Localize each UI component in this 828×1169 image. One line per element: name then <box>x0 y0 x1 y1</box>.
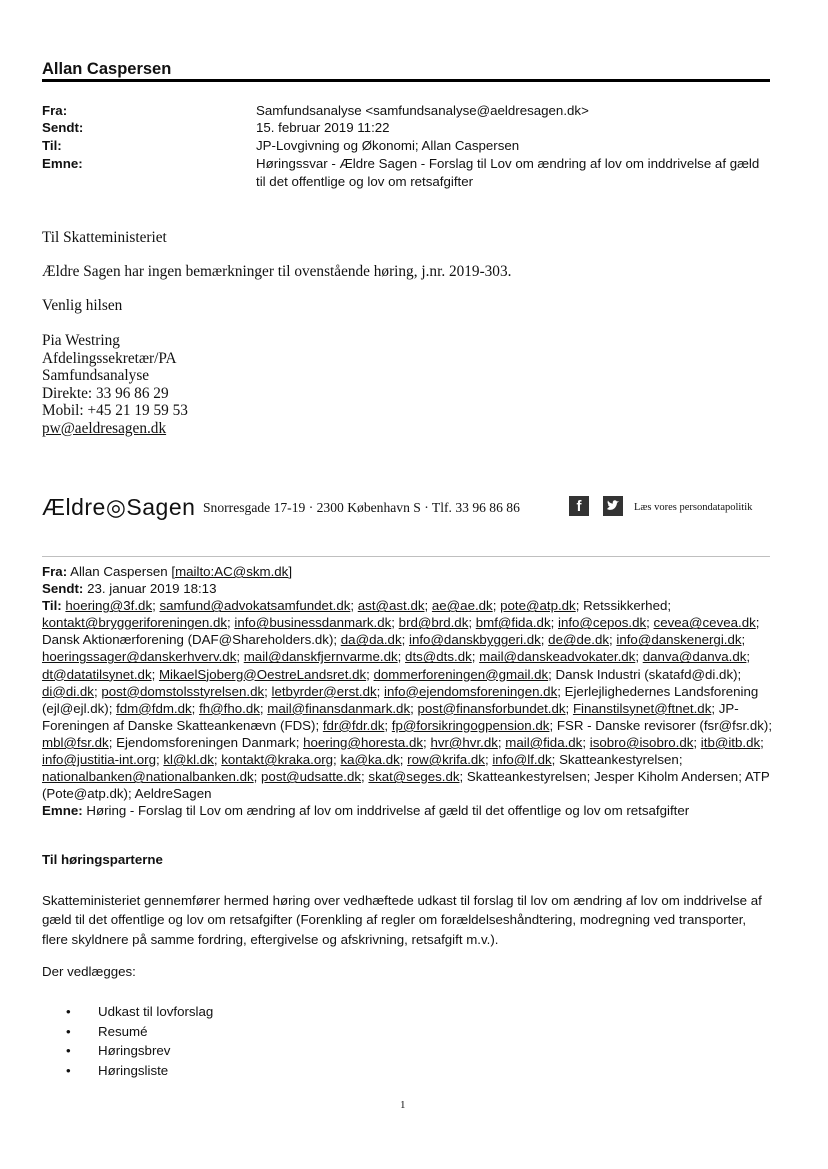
signature-department: Samfundsanalyse <box>42 367 150 384</box>
recipient-email-link[interactable]: fdm@fdm.dk <box>116 700 192 716</box>
reply-closing: Venlig hilsen <box>42 297 123 314</box>
recipient-email-link[interactable]: hvr@hvr.dk <box>430 734 498 750</box>
forwarded-paragraph: Skatteministeriet gennemfører hermed høring over vedhæftede udkast til forslag til lov om ændring af lov om inddrivelse af gæld til det offentlige og lov om retsafgifter (Forenkling af regler om forældelseshåndtering, modregning ved transporter, flere skyldnere på samme fordring, eftergivelse og afskrivning, retsafgift m.v.). <box>42 893 762 947</box>
attachments-intro: Der vedlægges: <box>42 964 136 979</box>
signature-direct-phone: Direkte: 33 96 86 29 <box>42 384 169 402</box>
recipient-email-link[interactable]: info@ejendomsforeningen.dk <box>384 683 558 699</box>
twitter-icon[interactable] <box>603 496 623 516</box>
recipient-email-link[interactable]: nationalbanken@nationalbanken.dk <box>42 769 254 785</box>
forwarded-from-label: Fra: <box>42 564 68 579</box>
page-number: 1 <box>400 1099 406 1111</box>
forwarded-sent-value: 23. januar 2019 18:13 <box>87 581 217 597</box>
recipient-email-link[interactable]: kontakt@bryggeriforeningen.dk <box>42 615 227 631</box>
recipient-email-link[interactable]: info@danskenergi.dk <box>616 632 742 648</box>
recipient-email-link[interactable]: dommerforeningen@gmail.dk <box>373 666 549 682</box>
recipient-email-link[interactable]: bmf@fida.dk <box>475 615 551 631</box>
recipient-name: ATP (Pote@atp.dk) <box>42 769 770 802</box>
recipient-email-link[interactable]: post@domstolsstyrelsen.dk <box>101 683 265 699</box>
recipient-email-link[interactable]: Finanstilsynet@ftnet.dk <box>572 700 712 716</box>
recipient-email-link[interactable]: row@krifa.dk <box>407 752 485 768</box>
attachment-item: • Resumé <box>66 1022 213 1042</box>
attachments-list <box>66 1002 213 1080</box>
recipient-email-link[interactable]: samfund@advokatsamfundet.dk <box>159 598 351 614</box>
forwarded-from-name: Allan Caspersen <box>70 564 168 579</box>
document-owner-name: Allan Caspersen <box>42 60 172 78</box>
header-rule <box>42 79 770 82</box>
recipient-email-link[interactable]: mail@finansdanmark.dk <box>267 700 411 716</box>
reply-greeting: Til Skatteministeriet <box>42 229 167 246</box>
header-subject-label: Emne: <box>42 156 83 171</box>
recipient-name: FSR - Danske revisorer (fsr@fsr.dk) <box>556 717 769 733</box>
recipient-email-link[interactable]: info@cepos.dk <box>557 615 647 631</box>
recipient-email-link[interactable]: hoering@3f.dk <box>65 598 153 614</box>
recipient-email-link[interactable]: brd@brd.dk <box>398 615 469 631</box>
reply-message: Ældre Sagen har ingen bemærkninger til ovenstående høring, j.nr. 2019-303. <box>42 263 512 280</box>
attachment-item: • Høringsbrev <box>66 1041 213 1061</box>
recipient-email-link[interactable]: ka@ka.dk <box>340 752 400 768</box>
recipient-email-link[interactable]: info@businessdanmark.dk <box>234 615 392 631</box>
recipient-email-link[interactable]: danva@danva.dk <box>642 649 747 665</box>
recipient-email-link[interactable]: MikaelSjoberg@OestreLandsret.dk <box>158 666 367 682</box>
recipient-name: Ejerlejlighedernes Landsforening (ejl@ejl.dk) <box>42 683 759 716</box>
signature-title: Afdelingssekretær/PA <box>42 349 177 367</box>
signature-name: Pia Westring <box>42 332 120 349</box>
signature-email-link[interactable]: pw@aeldresagen.dk <box>42 419 167 437</box>
recipient-email-link[interactable]: cevea@cevea.dk <box>653 615 756 631</box>
brand-address: Snorresgade 17-19 · 2300 København S · Tlf. 33 96 86 86 <box>203 500 520 515</box>
recipient-name: Skatteankestyrelsen <box>559 752 679 768</box>
recipient-name: Ejendomsforeningen Danmark <box>116 734 296 750</box>
facebook-icon[interactable]: f <box>569 496 589 516</box>
forwarded-from-mailto-link[interactable]: [mailto:AC@skm.dk] <box>171 564 293 579</box>
recipient-email-link[interactable]: post@finansforbundet.dk <box>417 700 566 716</box>
header-sent-label: Sendt: <box>42 120 84 135</box>
header-to-value: JP-Lovgivning og Økonomi; Allan Caspersen <box>256 138 520 153</box>
recipient-email-link[interactable]: info@danskbyggeri.dk <box>409 632 541 648</box>
forwarded-subject-label: Emne: <box>42 803 83 819</box>
recipient-email-link[interactable]: fh@fho.dk <box>199 700 260 716</box>
recipient-email-link[interactable]: de@de.dk <box>548 632 609 648</box>
recipient-name: Jesper Kiholm Andersen <box>594 769 739 785</box>
recipient-email-link[interactable]: dt@datatilsynet.dk <box>42 666 152 682</box>
recipient-email-link[interactable]: dts@dts.dk <box>405 649 472 665</box>
recipient-email-link[interactable]: mail@fida.dk <box>505 734 583 750</box>
recipient-email-link[interactable]: ae@ae.dk <box>431 598 493 614</box>
forwarded-recipients: Til: hoering@3f.dk; samfund@advokatsamfundet.dk; ast@ast.dk; ae@ae.dk; pote@atp.dk; Retssikkerhed; kontakt@bryggeriforeningen.dk; info@businessdanmark.dk; brd@brd.dk; bmf@fida.dk; info@cepos.dk; cevea@cevea.dk; Dansk Aktionærforening (DAF@Shareholders.dk); da@da.dk; info@danskbyggeri.dk; de@de.dk; info@danskenergi.dk; hoeringssager@danskerhverv.dk; mail@danskfjernvarme.dk; dts@dts.dk; mail@danskeadvokater.dk; danva@danva.dk; dt@datatilsynet.dk; MikaelSjoberg@OestreLandsret.dk; dommerforeningen@gmail.dk; Dansk Industri (skatafd@di.dk); di@di.dk; post@domstolsstyrelsen.dk; letbyrder@erst.dk; info@ejendomsforeningen.dk; Ejerlejlighedernes Landsforening (ejl@ejl.dk); fdm@fdm.dk; fh@fho.dk; mail@finansdanmark.dk; post@finansforbundet.dk; Finanstilsynet@ftnet.dk; JP-Foreningen af Danske Skatteankenævn (FDS); fdr@fdr.dk; fp@forsikringogpension.dk; FSR - Danske revisorer (fsr@fsr.dk); mbl@fsr.dk; Ejendomsforeningen Danmark; hoering@horesta.dk; hvr@hvr.dk; mail@fida.dk; isobro@isobro.dk; itb@itb.dk; info@justitia-int.org; kl@kl.dk; kontakt@kraka.org; ka@ka.dk; row@krifa.dk; info@lf.dk; Skatteankestyrelsen; nationalbanken@nationalbanken.dk; post@udsatte.dk; skat@seges.dk; Skatteankestyrelsen; Jesper Kiholm Andersen; ATP (Pote@atp.dk); AeldreSagen <box>42 598 773 802</box>
recipient-email-link[interactable]: ast@ast.dk <box>357 598 425 614</box>
recipient-email-link[interactable]: fp@forsikringogpension.dk <box>391 717 550 733</box>
attachment-item: • Høringsliste <box>66 1061 213 1081</box>
signature-block <box>42 332 188 437</box>
recipient-email-link[interactable]: da@da.dk <box>340 632 402 648</box>
header-subject-value: Høringssvar - Ældre Sagen - Forslag til Lov om ændring af lov om inddrivelse af gæld til det offentlige og lov om retsafgifter <box>256 156 760 189</box>
forwarded-sent-line <box>42 580 777 597</box>
recipient-email-link[interactable]: kl@kl.dk <box>163 752 214 768</box>
forwarded-subject-value: Høring - Forslag til Lov om ændring af lov om inddrivelse af gæld til det offentlige og lov om retsafgifter <box>86 803 690 819</box>
recipient-email-link[interactable]: letbyrder@erst.dk <box>271 683 377 699</box>
recipient-name: AeldreSagen <box>134 786 212 802</box>
privacy-policy-link[interactable]: Læs vores persondatapolitik <box>634 502 753 513</box>
recipient-email-link[interactable]: hoering@horesta.dk <box>303 734 424 750</box>
recipient-email-link[interactable]: pote@atp.dk <box>500 598 576 614</box>
recipient-email-link[interactable]: di@di.dk <box>42 683 94 699</box>
attachment-item: • Udkast til lovforslag <box>66 1002 213 1022</box>
recipient-name: JP-Foreningen af Danske Skatteankenævn (FDS) <box>42 700 739 733</box>
recipient-name: Dansk Aktionærforening (DAF@Shareholders.dk) <box>42 632 334 648</box>
separator-line <box>42 556 770 557</box>
forwarded-heading: Til høringsparterne <box>42 852 163 867</box>
aeldre-sagen-logo: Ældre◎Sagen <box>42 494 196 520</box>
recipient-email-link[interactable]: hoeringssager@danskerhverv.dk <box>42 649 237 665</box>
signature-mobile-phone: Mobil: +45 21 19 59 53 <box>42 402 188 419</box>
recipient-email-link[interactable]: kontakt@kraka.org <box>221 752 334 768</box>
recipient-email-link[interactable]: info@lf.dk <box>492 752 552 768</box>
header-sent-value: 15. februar 2019 11:22 <box>256 120 390 135</box>
forwarded-header <box>42 563 777 819</box>
forwarded-sent-label: Sendt: <box>42 581 84 597</box>
recipient-email-link[interactable]: isobro@isobro.dk <box>589 734 694 750</box>
recipient-name: Dansk Industri (skatafd@di.dk) <box>555 666 738 682</box>
recipient-email-link[interactable]: fdr@fdr.dk <box>322 717 385 733</box>
recipient-email-link[interactable]: itb@itb.dk <box>700 734 761 750</box>
header-from-value: Samfundsanalyse <samfundsanalyse@aeldresagen.dk> <box>256 103 589 118</box>
recipient-email-link[interactable]: post@udsatte.dk <box>261 769 362 785</box>
recipient-email-link[interactable]: mbl@fsr.dk <box>42 734 109 750</box>
forwarded-to-label: Til: <box>42 598 62 614</box>
recipient-email-link[interactable]: skat@seges.dk <box>368 769 460 785</box>
recipient-name: Skatteankestyrelsen <box>466 769 587 785</box>
forwarded-from-line <box>42 563 777 580</box>
header-to-label: Til: <box>42 138 62 153</box>
header-from-label: Fra: <box>42 103 68 118</box>
forwarded-subject-line <box>42 802 777 819</box>
recipient-name: Retssikkerhed <box>583 598 668 614</box>
recipient-email-link[interactable]: mail@danskeadvokater.dk <box>479 649 636 665</box>
recipient-email-link[interactable]: info@justitia-int.org <box>42 752 157 768</box>
recipient-email-link[interactable]: mail@danskfjernvarme.dk <box>243 649 398 665</box>
